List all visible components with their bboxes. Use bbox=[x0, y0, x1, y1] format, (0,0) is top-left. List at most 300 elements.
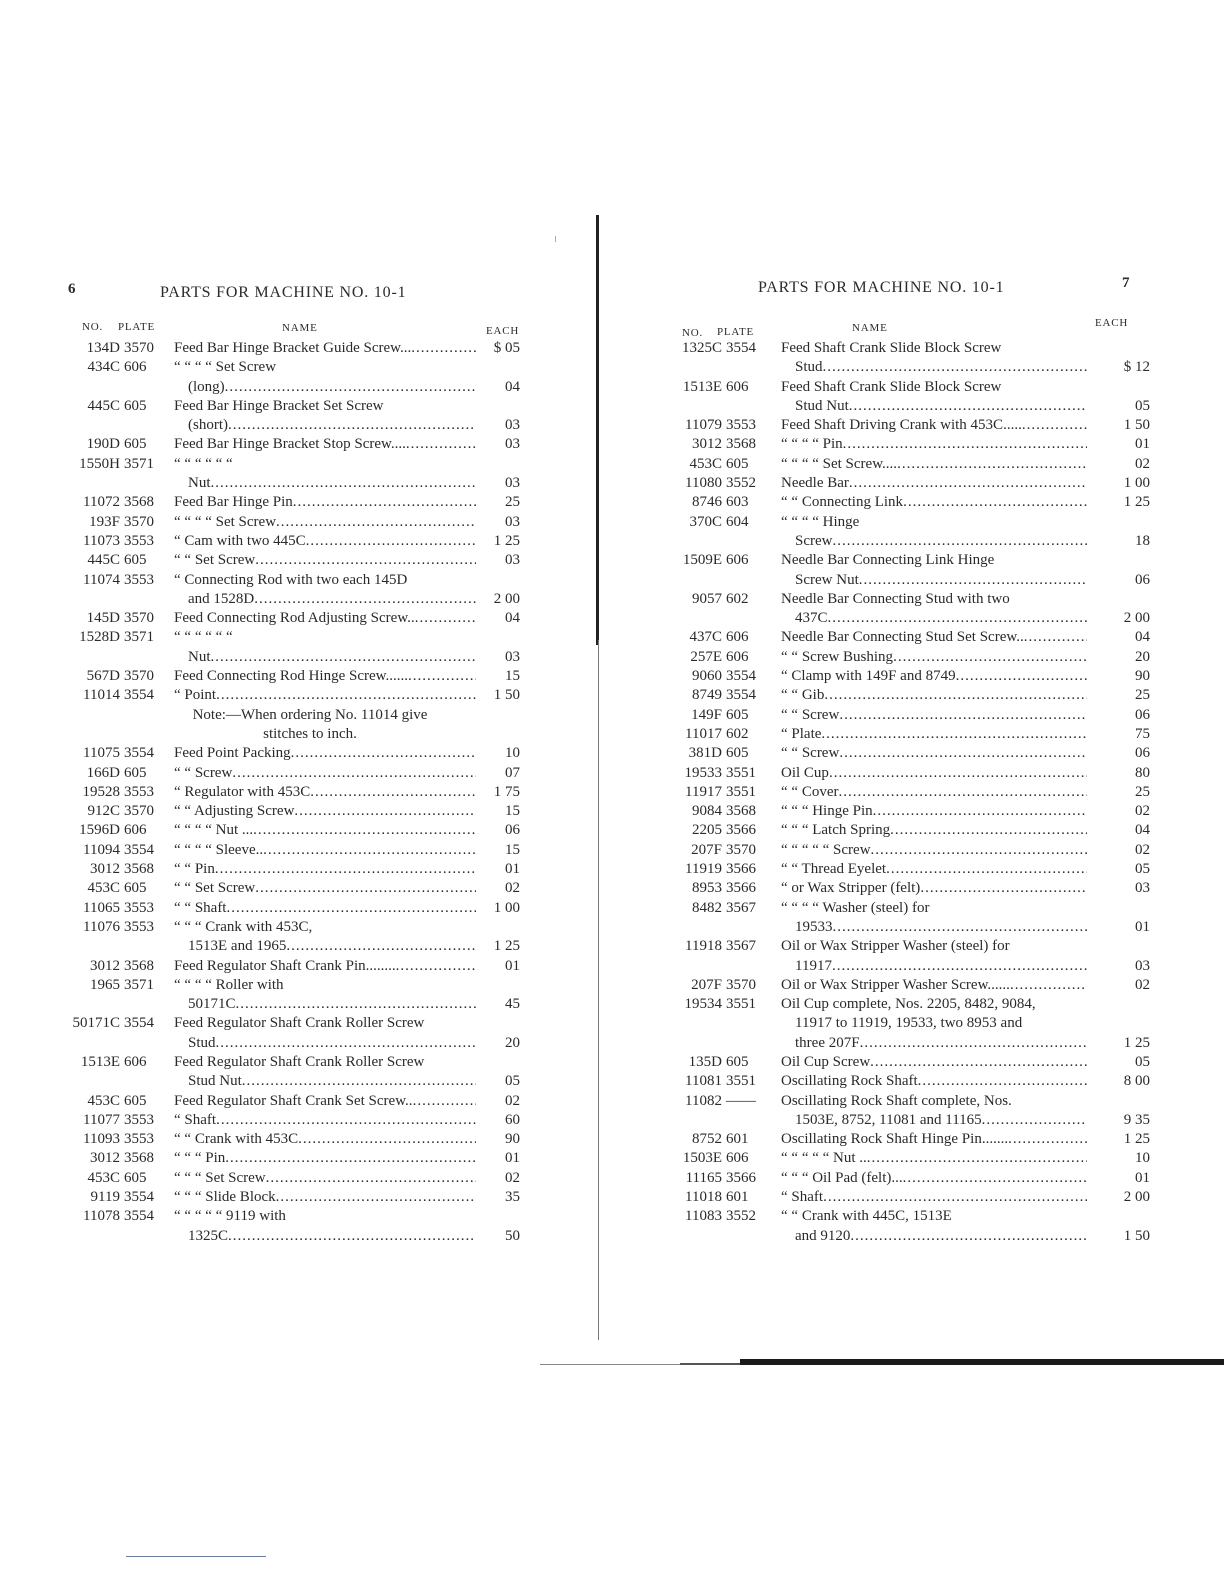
unit-price: 2 00 bbox=[1123, 610, 1150, 627]
part-row bbox=[600, 802, 1150, 821]
unit-price: 15 bbox=[505, 668, 520, 685]
unit-price: 8 00 bbox=[1123, 1073, 1150, 1090]
part-number: 11082 bbox=[685, 1092, 722, 1109]
part-name-line: three 207F ..... bbox=[781, 1034, 1087, 1053]
plate-number: 3568 bbox=[124, 494, 154, 511]
part-row bbox=[600, 667, 1150, 686]
plate-number: 3554 bbox=[124, 1208, 154, 1225]
part-name bbox=[174, 744, 476, 763]
plate-number: 605 bbox=[124, 764, 147, 781]
unit-price: 50 bbox=[505, 1227, 520, 1244]
plate-number: 3553 bbox=[726, 417, 756, 434]
part-name bbox=[174, 667, 476, 686]
part-row bbox=[0, 841, 520, 860]
part-name-line: Oscillating Rock Shaft ..... bbox=[781, 1072, 1087, 1091]
plate-number: 3554 bbox=[124, 1015, 154, 1032]
part-row bbox=[600, 416, 1150, 435]
part-number: 3012 bbox=[90, 1150, 120, 1167]
part-name bbox=[781, 783, 1087, 802]
plate-number: 3570 bbox=[726, 841, 756, 858]
plate-number: 3553 bbox=[124, 918, 154, 935]
part-number: 11917 bbox=[685, 783, 722, 800]
part-number: 1596D bbox=[79, 822, 120, 839]
plate-number: 3567 bbox=[726, 899, 756, 916]
part-name bbox=[781, 1207, 1087, 1246]
page-number: 6 bbox=[68, 281, 76, 297]
part-number: 9057 bbox=[692, 590, 722, 607]
plate-number: 606 bbox=[726, 1150, 749, 1167]
part-number: 8746 bbox=[692, 494, 722, 511]
part-name-line: 11917 ..... bbox=[781, 957, 1087, 976]
part-name bbox=[174, 609, 476, 628]
part-row bbox=[0, 1188, 520, 1207]
part-number: 19534 bbox=[684, 996, 722, 1013]
part-row bbox=[600, 1130, 1150, 1149]
plate-number: 3554 bbox=[124, 1189, 154, 1206]
part-name bbox=[174, 1092, 476, 1111]
part-number: 11073 bbox=[83, 532, 120, 549]
part-name-line: “ “ Set Screw ..... bbox=[174, 879, 476, 898]
part-number: 9084 bbox=[692, 803, 722, 820]
part-name bbox=[174, 1014, 476, 1053]
unit-price: 1 00 bbox=[1123, 475, 1150, 492]
plate-number: 3551 bbox=[726, 783, 756, 800]
part-name-line: Feed Bar Hinge Bracket Guide Screw... ..... bbox=[174, 339, 476, 358]
unit-price: 10 bbox=[1135, 1150, 1150, 1167]
part-name-line: “ “ Connecting Link ..... bbox=[781, 493, 1087, 512]
part-name bbox=[781, 899, 1087, 938]
part-number: 11081 bbox=[685, 1073, 722, 1090]
part-name-line: “ “ “ “ Set Screw bbox=[174, 359, 277, 376]
plate-number: 3552 bbox=[726, 475, 756, 492]
unit-price: 02 bbox=[505, 1169, 520, 1186]
plate-number: 3554 bbox=[726, 687, 756, 704]
plate-number: 3570 bbox=[124, 513, 154, 530]
unit-price: 20 bbox=[505, 1034, 520, 1051]
part-number: 207F bbox=[691, 976, 722, 993]
part-number: 11083 bbox=[685, 1208, 722, 1225]
plate-number: 605 bbox=[124, 1092, 147, 1109]
part-row bbox=[600, 513, 1150, 552]
parts-list bbox=[0, 339, 520, 1246]
part-number: 3012 bbox=[692, 436, 722, 453]
part-number: 912C bbox=[87, 803, 120, 820]
plate-number: 601 bbox=[726, 1131, 749, 1148]
plate-number: 3568 bbox=[124, 861, 154, 878]
part-name-line: “ “ “ Hinge Pin ..... bbox=[781, 802, 1087, 821]
part-name bbox=[174, 513, 476, 532]
unit-price: 2 00 bbox=[1123, 1189, 1150, 1206]
part-name-line: “ “ Crank with 445C, 1513E bbox=[781, 1208, 952, 1225]
unit-price: 05 bbox=[505, 1073, 520, 1090]
unit-price: 25 bbox=[1135, 687, 1150, 704]
plate-number: 3570 bbox=[726, 976, 756, 993]
part-row bbox=[0, 860, 520, 879]
unit-price: 06 bbox=[1135, 745, 1150, 762]
part-name bbox=[174, 957, 476, 976]
part-name-line: Oil or Wax Stripper Washer (steel) for bbox=[781, 938, 1010, 955]
part-number: 567D bbox=[86, 668, 120, 685]
plate-number: 606 bbox=[726, 378, 749, 395]
unit-price: 45 bbox=[505, 996, 520, 1013]
part-name-line: “ “ “ Pin ..... bbox=[174, 1149, 476, 1168]
part-name-line: 19533 ..... bbox=[781, 918, 1087, 937]
part-name-line: “ Clamp with 149F and 8749 ..... bbox=[781, 667, 1087, 686]
part-name-line: “ “ “ “ Set Screw ..... bbox=[174, 513, 476, 532]
unit-price: 03 bbox=[505, 552, 520, 569]
part-name-line: “ “ “ Latch Spring ..... bbox=[781, 821, 1087, 840]
part-name-line: “ “ “ “ Pin ..... bbox=[781, 435, 1087, 454]
part-row bbox=[0, 551, 520, 570]
unit-price: 2 00 bbox=[493, 590, 520, 607]
part-name-line: Feed Regulator Shaft Crank Roller Screw bbox=[174, 1053, 425, 1070]
plate-number: 3566 bbox=[726, 1169, 756, 1186]
part-number: 1513E bbox=[80, 1053, 120, 1070]
unit-price: 9 35 bbox=[1123, 1111, 1150, 1128]
part-row bbox=[0, 358, 520, 397]
part-name-line: “ Shaft ..... bbox=[174, 1111, 476, 1130]
part-name bbox=[174, 686, 476, 705]
part-number: 453C bbox=[689, 455, 722, 472]
unit-price: 1 50 bbox=[1123, 1227, 1150, 1244]
plate-number: 3571 bbox=[124, 976, 154, 993]
part-name-line: Oscillating Rock Shaft complete, Nos. bbox=[781, 1092, 1012, 1109]
plate-number: 605 bbox=[726, 455, 749, 472]
plate-number: 3568 bbox=[124, 957, 154, 974]
part-row bbox=[600, 648, 1150, 667]
part-number: 11165 bbox=[685, 1169, 722, 1186]
part-number: 3012 bbox=[90, 957, 120, 974]
plate-number: 606 bbox=[124, 822, 147, 839]
part-number: 11080 bbox=[685, 475, 722, 492]
part-name-line: “ or Wax Stripper (felt) ..... bbox=[781, 879, 1087, 898]
unit-price: 15 bbox=[505, 803, 520, 820]
plate-number: 3566 bbox=[726, 822, 756, 839]
part-name bbox=[174, 1207, 476, 1246]
plate-number: 3553 bbox=[124, 783, 154, 800]
part-row bbox=[600, 339, 1150, 378]
plate-number: 3566 bbox=[726, 861, 756, 878]
part-name-line: 1503E, 8752, 11081 and 11165 ..... bbox=[781, 1111, 1087, 1130]
unit-price: 01 bbox=[1135, 918, 1150, 935]
part-name-line: “ “ Thread Eyelet ..... bbox=[781, 860, 1087, 879]
part-name bbox=[781, 764, 1087, 783]
part-name-line: 1325C ..... bbox=[174, 1227, 476, 1246]
part-number: 8752 bbox=[692, 1131, 722, 1148]
part-name-line: Needle Bar Connecting Link Hinge bbox=[781, 552, 995, 569]
part-name-line: “ “ “ “ Roller with bbox=[174, 976, 284, 993]
part-name-line: 11917 to 11919, 19533, two 8953 and bbox=[795, 1015, 1023, 1032]
plate-number: —— bbox=[726, 1092, 756, 1109]
part-name bbox=[174, 435, 476, 454]
unit-price: 04 bbox=[1135, 822, 1150, 839]
part-name-line: Feed Regulator Shaft Crank Roller Screw bbox=[174, 1015, 425, 1032]
part-name bbox=[781, 378, 1087, 417]
part-name bbox=[781, 455, 1087, 474]
part-number: 11918 bbox=[685, 938, 722, 955]
part-row bbox=[600, 879, 1150, 898]
part-number: 19528 bbox=[82, 783, 120, 800]
part-number: 149F bbox=[691, 706, 722, 723]
unit-price: $ 05 bbox=[493, 340, 520, 356]
plate-number: 602 bbox=[726, 590, 749, 607]
part-name bbox=[174, 1130, 476, 1149]
col-head-each: EACH bbox=[1095, 317, 1129, 329]
plate-number: 3568 bbox=[726, 803, 756, 820]
plate-number: 3570 bbox=[124, 668, 154, 685]
part-name bbox=[174, 841, 476, 860]
part-name-line: “ Cam with two 445C ..... bbox=[174, 532, 476, 551]
part-number: 50171C bbox=[72, 1015, 120, 1032]
part-name-line: Feed Connecting Rod Adjusting Screw.. ..... bbox=[174, 609, 476, 628]
part-name-line: “ Point ..... bbox=[174, 686, 476, 705]
part-name-line: “ “ “ “ “ Nut .. ..... bbox=[781, 1149, 1087, 1168]
part-name bbox=[174, 571, 476, 610]
plate-number: 3551 bbox=[726, 764, 756, 781]
part-name bbox=[174, 628, 476, 667]
part-row bbox=[0, 1149, 520, 1168]
part-name-line: “ “ Screw ..... bbox=[781, 744, 1087, 763]
unit-price: 01 bbox=[505, 1150, 520, 1167]
part-name-line: 437C ..... bbox=[781, 609, 1087, 628]
unit-price: 1 25 bbox=[493, 532, 520, 549]
part-name-line: “ “ “ Slide Block ..... bbox=[174, 1188, 476, 1207]
part-name-line: Stud Nut ..... bbox=[174, 1072, 476, 1091]
part-name bbox=[781, 416, 1087, 435]
running-head: PARTS FOR MACHINE NO. 10-1 bbox=[758, 279, 1005, 296]
part-row bbox=[0, 1207, 520, 1246]
plate-number: 3568 bbox=[726, 436, 756, 453]
plate-number: 605 bbox=[124, 397, 147, 414]
part-row bbox=[0, 1169, 520, 1188]
part-row bbox=[0, 783, 520, 802]
part-row bbox=[600, 783, 1150, 802]
part-row bbox=[600, 821, 1150, 840]
part-name bbox=[174, 358, 476, 397]
part-name bbox=[174, 899, 476, 918]
plate-number: 3554 bbox=[124, 687, 154, 704]
part-name-line: Needle Bar Connecting Stud Set Screw.. ..... bbox=[781, 628, 1087, 647]
part-name bbox=[781, 1130, 1087, 1149]
part-name bbox=[174, 860, 476, 879]
unit-price: 04 bbox=[505, 610, 520, 627]
unit-price: 01 bbox=[505, 861, 520, 878]
part-row bbox=[600, 1169, 1150, 1188]
part-name-line: “ “ “ “ “ 9119 with bbox=[174, 1208, 286, 1225]
part-name bbox=[781, 339, 1087, 378]
unit-price: 04 bbox=[505, 378, 520, 395]
plate-number: 605 bbox=[726, 745, 749, 762]
unit-price: 18 bbox=[1135, 532, 1150, 549]
part-name bbox=[781, 1072, 1087, 1091]
part-number: 193F bbox=[89, 513, 120, 530]
part-row bbox=[600, 1207, 1150, 1246]
plate-number: 3571 bbox=[124, 629, 154, 646]
part-name bbox=[781, 513, 1087, 552]
part-name bbox=[174, 976, 476, 1015]
unit-price: 1 50 bbox=[493, 687, 520, 704]
part-number: 11018 bbox=[685, 1189, 722, 1206]
part-name-line: (short) ..... bbox=[174, 416, 476, 435]
part-name-line: “ “ “ “ Hinge bbox=[781, 513, 860, 530]
part-row bbox=[600, 706, 1150, 725]
unit-price: 02 bbox=[505, 1092, 520, 1109]
plate-number: 3554 bbox=[124, 841, 154, 858]
part-number: 11075 bbox=[83, 745, 120, 762]
part-row bbox=[0, 435, 520, 454]
part-row bbox=[0, 821, 520, 840]
part-name bbox=[174, 532, 476, 551]
plate-number: 606 bbox=[726, 648, 749, 665]
part-name bbox=[174, 551, 476, 570]
part-row bbox=[600, 551, 1150, 590]
part-name bbox=[174, 764, 476, 783]
ordering-note bbox=[0, 706, 460, 745]
part-name bbox=[174, 1111, 476, 1130]
part-name bbox=[781, 686, 1087, 705]
unit-price: 06 bbox=[1135, 571, 1150, 588]
part-number: 453C bbox=[87, 1169, 120, 1186]
part-name-line: “ “ Gib ..... bbox=[781, 686, 1087, 705]
unit-price: 03 bbox=[505, 436, 520, 453]
plate-number: 606 bbox=[726, 629, 749, 646]
plate-number: 3567 bbox=[726, 938, 756, 955]
part-number: 190D bbox=[86, 436, 120, 453]
part-name bbox=[781, 590, 1087, 629]
part-name bbox=[174, 1188, 476, 1207]
running-head: PARTS FOR MACHINE NO. 10-1 bbox=[160, 284, 407, 301]
unit-price: 07 bbox=[505, 764, 520, 781]
part-number: 445C bbox=[87, 397, 120, 414]
part-number: 8953 bbox=[692, 880, 722, 897]
unit-price: 02 bbox=[1135, 976, 1150, 993]
unit-price: 10 bbox=[505, 745, 520, 762]
part-number: 1528D bbox=[79, 629, 120, 646]
plate-number: 3553 bbox=[124, 1131, 154, 1148]
part-number: 9060 bbox=[692, 668, 722, 685]
part-row bbox=[0, 609, 520, 628]
part-number: 11919 bbox=[685, 861, 722, 878]
part-name-line: 50171C ..... bbox=[174, 995, 476, 1014]
part-name-line: Oscillating Rock Shaft Hinge Pin....... ..... bbox=[781, 1130, 1087, 1149]
part-name bbox=[781, 1169, 1087, 1188]
part-row bbox=[0, 628, 520, 667]
part-name bbox=[174, 397, 476, 436]
unit-price: 20 bbox=[1135, 648, 1150, 665]
plate-number: 3553 bbox=[124, 899, 154, 916]
part-name-line: Feed Point Packing ..... bbox=[174, 744, 476, 763]
part-number: 11093 bbox=[83, 1131, 120, 1148]
part-name bbox=[781, 802, 1087, 821]
plate-number: 3553 bbox=[124, 532, 154, 549]
unit-price: 03 bbox=[505, 475, 520, 492]
plate-number: 605 bbox=[124, 1169, 147, 1186]
part-number: 1550H bbox=[79, 455, 120, 472]
part-name bbox=[781, 551, 1087, 590]
part-name bbox=[781, 493, 1087, 512]
plate-number: 605 bbox=[124, 880, 147, 897]
plate-number: 3551 bbox=[726, 1073, 756, 1090]
part-row bbox=[0, 397, 520, 436]
unit-price: 03 bbox=[1135, 957, 1150, 974]
part-row bbox=[0, 879, 520, 898]
col-head-no: NO. bbox=[682, 327, 704, 339]
part-row bbox=[0, 744, 520, 763]
part-row bbox=[0, 918, 520, 957]
part-number: 8482 bbox=[692, 899, 722, 916]
unit-price: 80 bbox=[1135, 764, 1150, 781]
unit-price: 03 bbox=[1135, 880, 1150, 897]
part-row bbox=[600, 590, 1150, 629]
part-name bbox=[781, 821, 1087, 840]
part-name bbox=[174, 821, 476, 840]
part-name-line: Feed Connecting Rod Hinge Screw...... ..... bbox=[174, 667, 476, 686]
gutter-divider-lower bbox=[598, 640, 599, 1340]
part-number: 453C bbox=[87, 1092, 120, 1109]
part-row bbox=[600, 474, 1150, 493]
part-name bbox=[174, 339, 476, 358]
part-row bbox=[0, 1014, 520, 1053]
unit-price: 02 bbox=[1135, 455, 1150, 472]
part-name-line: Feed Shaft Crank Slide Block Screw bbox=[781, 340, 1002, 356]
unit-price: 01 bbox=[1135, 1169, 1150, 1186]
unit-price: 25 bbox=[505, 494, 520, 511]
col-head-plate: PLATE bbox=[118, 321, 155, 333]
part-name-line: Feed Shaft Crank Slide Block Screw bbox=[781, 378, 1002, 395]
part-name-line: “ “ Shaft ..... bbox=[174, 899, 476, 918]
plate-number: 603 bbox=[726, 494, 749, 511]
plate-number: 602 bbox=[726, 725, 749, 742]
unit-price: 1 25 bbox=[1123, 1131, 1150, 1148]
part-number: 437C bbox=[689, 629, 722, 646]
part-row bbox=[600, 1092, 1150, 1131]
part-row bbox=[600, 378, 1150, 417]
part-name-line: “ “ “ “ Washer (steel) for bbox=[781, 899, 930, 916]
unit-price: 1 25 bbox=[1123, 494, 1150, 511]
plate-number: 3568 bbox=[124, 1150, 154, 1167]
part-name-line: Screw ..... bbox=[781, 532, 1087, 551]
part-name-line: “ “ Screw ..... bbox=[174, 764, 476, 783]
part-number: 370C bbox=[689, 513, 722, 530]
part-name-line: “ “ “ “ “ Screw ..... bbox=[781, 841, 1087, 860]
part-number: 11074 bbox=[83, 571, 120, 588]
unit-price: 90 bbox=[505, 1131, 520, 1148]
part-name bbox=[781, 474, 1087, 493]
part-number: 11079 bbox=[685, 417, 722, 434]
part-name-line: “ “ Set Screw ..... bbox=[174, 551, 476, 570]
col-head-name: NAME bbox=[282, 322, 318, 334]
part-name-line: “ “ “ “ Sleeve.. ..... bbox=[174, 841, 476, 860]
plate-number: 3554 bbox=[726, 668, 756, 685]
unit-price: 05 bbox=[1135, 1053, 1150, 1070]
part-name bbox=[174, 455, 476, 494]
part-row bbox=[0, 513, 520, 532]
unit-price: 03 bbox=[505, 513, 520, 530]
plate-number: 3553 bbox=[124, 1111, 154, 1128]
part-number: 434C bbox=[87, 359, 120, 376]
part-number: 11094 bbox=[83, 841, 120, 858]
right-page bbox=[600, 0, 1224, 1584]
plate-number: 605 bbox=[124, 552, 147, 569]
part-row bbox=[0, 339, 520, 358]
part-name bbox=[174, 493, 476, 512]
part-name bbox=[781, 879, 1087, 898]
unit-price: 06 bbox=[1135, 706, 1150, 723]
part-name bbox=[174, 879, 476, 898]
part-number: 1513E bbox=[682, 378, 722, 395]
part-row bbox=[0, 493, 520, 512]
col-head-no: NO. bbox=[82, 321, 104, 333]
